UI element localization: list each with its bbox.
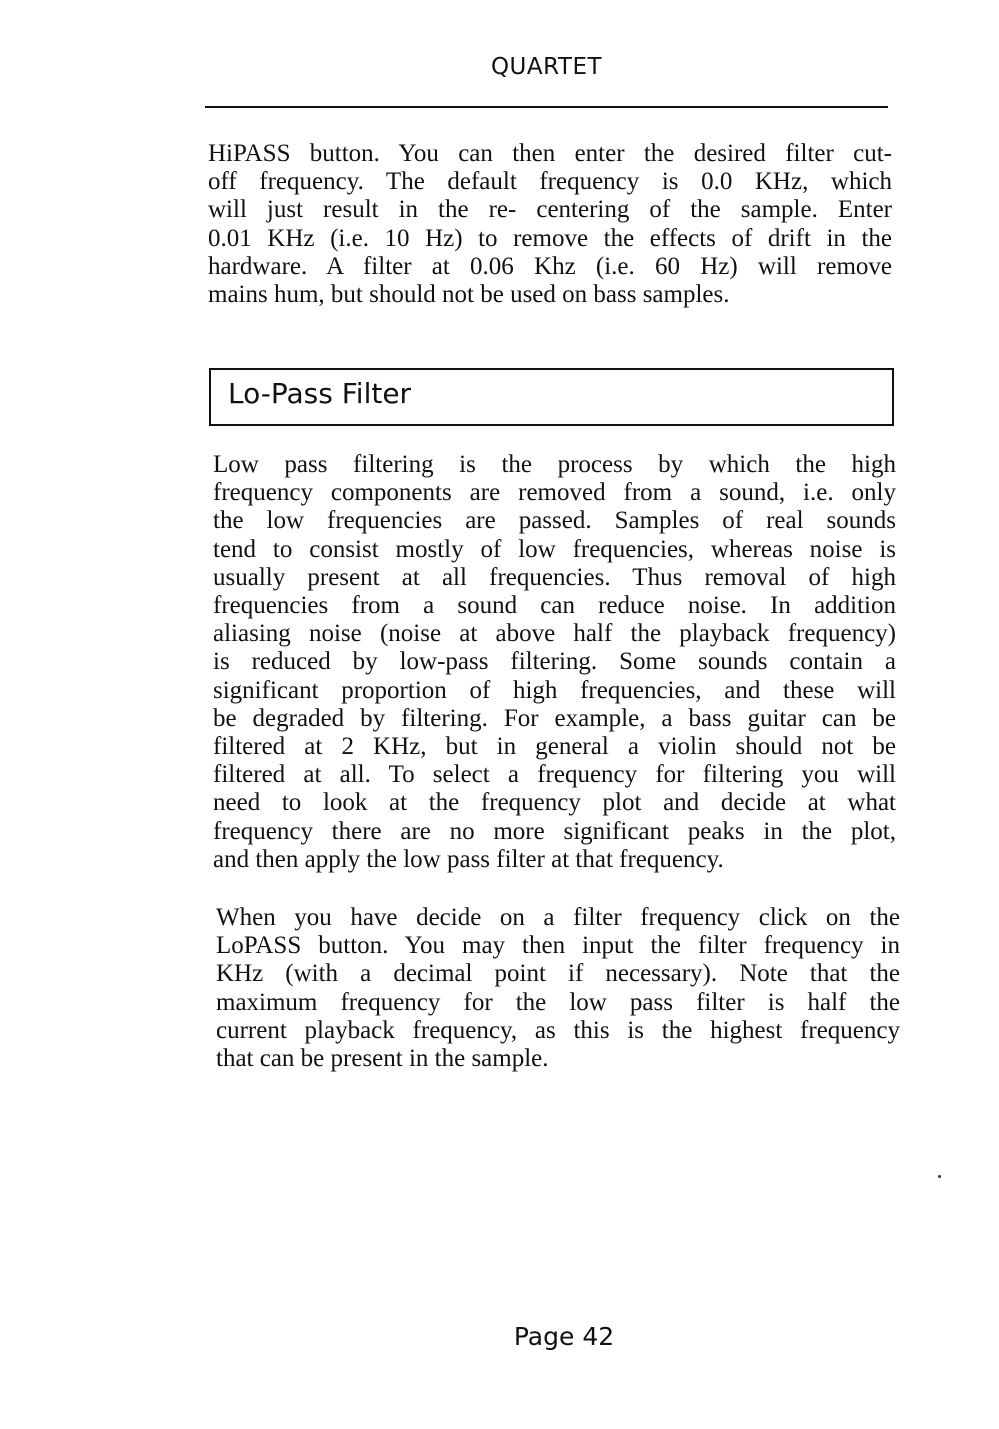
- paragraph-line: the low frequencies are passed. Samples of real sounds: [213, 507, 896, 535]
- scan-speck: [938, 1175, 941, 1178]
- paragraph-line: current playback frequency, as this is the highest frequency: [216, 1016, 900, 1044]
- intro-line: hardware. A filter at 0.06 Khz (i.e. 60 Hz) will remove: [208, 252, 892, 280]
- paragraph-line: LoPASS button. You may then input the filter frequency in: [216, 932, 900, 960]
- paragraph-line: frequency components are removed from a sound, i.e. only: [213, 479, 896, 507]
- intro-paragraph: [208, 140, 892, 309]
- paragraph-line: frequency there are no more significant peaks in the plot,: [213, 817, 896, 845]
- paragraph-line: be degraded by filtering. For example, a bass guitar can be: [213, 704, 896, 732]
- paragraph-line: need to look at the frequency plot and decide at what: [213, 789, 896, 817]
- paragraph-line: frequencies from a sound can reduce noise. In addition: [213, 592, 896, 620]
- paragraph-line: Low pass filtering is the process by which the high: [213, 451, 896, 478]
- paragraph-line: filtered at 2 KHz, but in general a violin should not be: [213, 733, 896, 761]
- section-title: Lo-Pass Filter: [228, 377, 412, 410]
- page-number: Page 42: [513, 1322, 615, 1351]
- paragraph-line: significant proportion of high frequencies, and these will: [213, 676, 896, 704]
- paragraph-line: usually present at all frequencies. Thus removal of high: [213, 563, 896, 591]
- paragraph-line: tend to consist mostly of low frequencies, whereas noise is: [213, 535, 896, 563]
- paragraph-line: maximum frequency for the low pass filter is half the: [216, 988, 900, 1016]
- paragraph-line: is reduced by low-pass filtering. Some sounds contain a: [213, 648, 896, 676]
- paragraph-line: filtered at all. To select a frequency for filtering you will: [213, 761, 896, 789]
- intro-line: off frequency. The default frequency is 0.0 KHz, which: [208, 168, 892, 196]
- running-header: QUARTET: [490, 54, 603, 80]
- paragraph-line: aliasing noise (noise at above half the playback frequency): [213, 620, 896, 648]
- intro-line: will just result in the re- centering of the sample. Enter: [208, 196, 892, 224]
- section-heading-box: [209, 368, 894, 426]
- paragraph-line: KHz (with a decimal point if necessary). Note that the: [216, 960, 900, 988]
- intro-line: 0.01 KHz (i.e. 10 Hz) to remove the effects of drift in the: [208, 224, 892, 252]
- lowpass-paragraph-2: [216, 904, 900, 1073]
- header-rule: [205, 106, 888, 108]
- lowpass-paragraph-1: [213, 451, 896, 874]
- paragraph-line: and then apply the low pass filter at that frequency.: [213, 845, 724, 873]
- paragraph-line: When you have decide on a filter frequency click on the: [216, 904, 900, 931]
- paragraph-line: that can be present in the sample.: [216, 1045, 549, 1073]
- intro-line: mains hum, but should not be used on bass samples.: [208, 281, 730, 309]
- intro-line: HiPASS button. You can then enter the desired filter cut-: [208, 140, 892, 167]
